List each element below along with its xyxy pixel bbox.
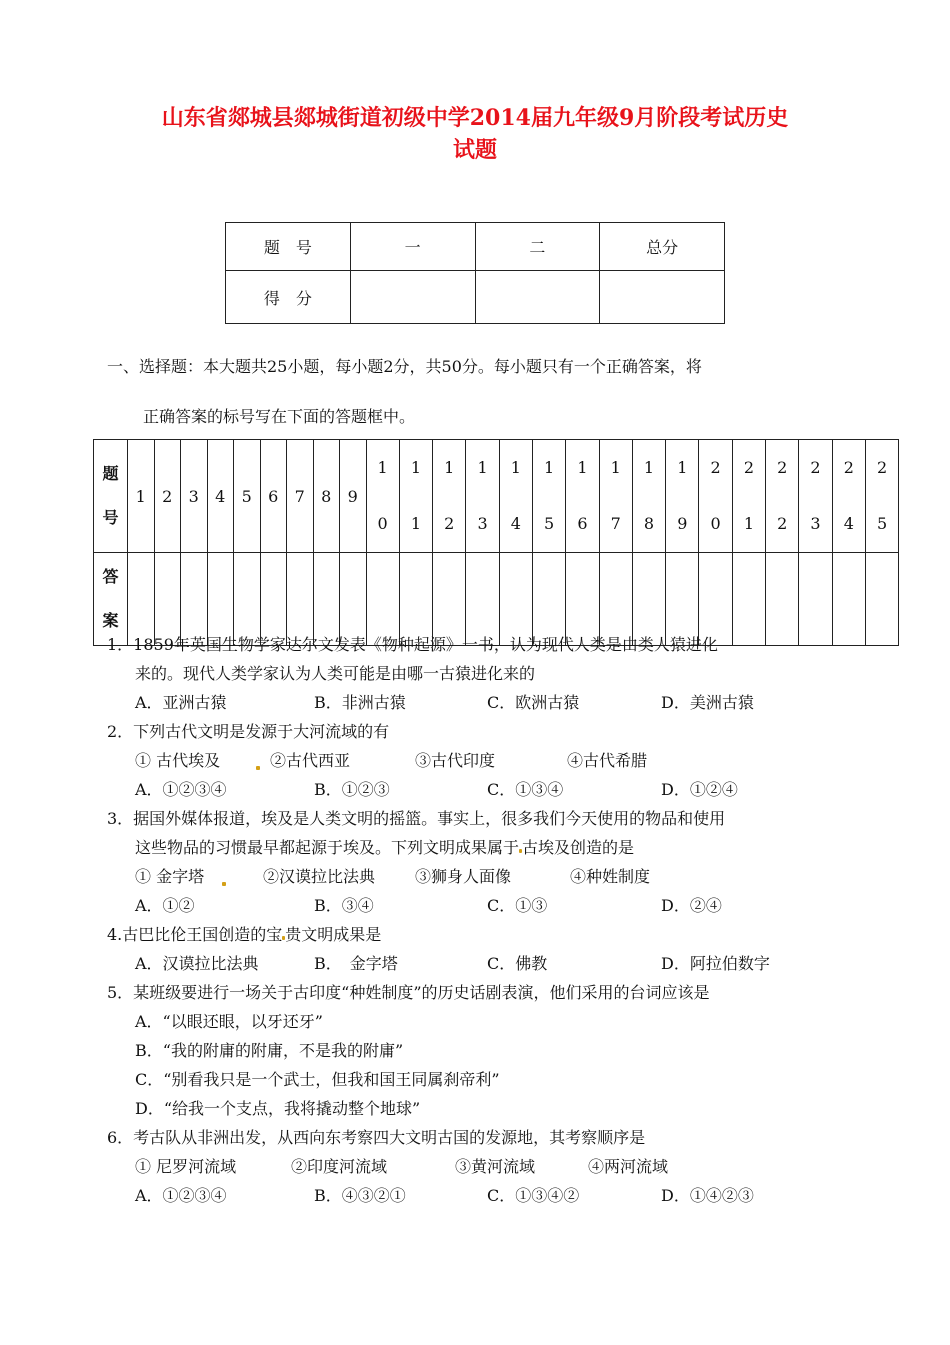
answer-input-cell[interactable] (154, 553, 181, 646)
answer-number-cell (366, 440, 399, 553)
answer-input-cell[interactable] (499, 553, 532, 646)
answer-number-cell (832, 440, 865, 553)
answer-number-label: 18 (643, 458, 655, 533)
answer-number-label: 12 (444, 458, 455, 533)
answer-number-label: 23 (810, 458, 821, 533)
answer-input-cell[interactable] (799, 553, 832, 646)
answer-number-label: 21 (743, 458, 754, 533)
question-3-item-3: ③狮身人面像 (415, 867, 512, 886)
answer-number-cell (799, 440, 832, 553)
answer-number-cell (399, 440, 432, 553)
exam-title-line1: 山东省郯城县郯城街道初级中学2014届九年级9月阶段考试历史 (161, 105, 789, 131)
answer-input-cell[interactable] (466, 553, 499, 646)
answer-number-cell (207, 440, 234, 553)
question-3-item-4: ④种姓制度 (570, 867, 651, 886)
question-5-line1: 5．某班级要进行一场关于古印度“种姓制度”的历史话剧表演，他们采用的台词应该是 (107, 983, 710, 1002)
header-question-label: 题号 (102, 464, 119, 527)
question-5-option-d[interactable]: D．“给我一个支点，我将撬动整个地球” (135, 1099, 421, 1118)
question-6-item-1: ① 尼罗河流域 (135, 1157, 237, 1176)
orange-mark-icon (222, 882, 226, 886)
question-6-item-2: ②印度河流域 (291, 1157, 388, 1176)
answer-number-cell (260, 440, 287, 553)
answer-number-cell (599, 440, 632, 553)
question-5-option-c[interactable]: C．“别看我只是一个武士，但我和国王同属刹帝利” (135, 1070, 500, 1089)
answer-number-cell (699, 440, 732, 553)
answer-input-cell[interactable] (313, 553, 340, 646)
answer-table-answer-row (94, 553, 899, 646)
question-3-line1: 3．据国外媒体报道，埃及是人类文明的摇篮。事实上，很多我们今天使用的物品和使用 (107, 809, 726, 828)
question-3-option-a[interactable]: A．①② (135, 896, 195, 915)
question-3-item-2: ②汉谟拉比法典 (263, 867, 376, 886)
question-4-option-c[interactable]: C．佛教 (487, 954, 548, 973)
question-1-line1: 1．1859年英国生物学家达尔文发表《物种起源》一书，认为现代人类是由类人猿进化 (107, 635, 718, 654)
question-6-line1: 6．考古队从非洲出发，从西向东考察四大文明古国的发源地，其考察顺序是 (107, 1128, 646, 1147)
answer-number-label: 3 (188, 486, 199, 506)
answer-number-cell (128, 440, 155, 553)
answer-number-label: 20 (710, 458, 721, 533)
answer-input-cell[interactable] (287, 553, 314, 646)
answer-number-label: 7 (294, 486, 305, 506)
score-input-cell[interactable] (475, 271, 600, 324)
answer-input-cell[interactable] (766, 553, 799, 646)
score-table-header-row (226, 223, 725, 271)
question-3-option-c[interactable]: C．①③ (487, 896, 548, 915)
section1-instruction-line2: 正确答案的标号写在下面的答题框中。 (143, 407, 416, 426)
answer-number-cell (566, 440, 599, 553)
question-1-option-d[interactable]: D．美洲古猿 (661, 693, 754, 712)
answer-number-label: 11 (410, 458, 422, 533)
answer-input-cell[interactable] (599, 553, 632, 646)
answer-input-cell[interactable] (234, 553, 261, 646)
answer-number-label: 4 (215, 486, 226, 506)
question-3-item-1: ① 金字塔 (135, 867, 205, 886)
question-1-option-a[interactable]: A．亚洲古猿 (135, 693, 227, 712)
answer-number-cell (313, 440, 340, 553)
answer-number-label: 10 (377, 458, 388, 533)
answer-input-cell[interactable] (260, 553, 287, 646)
answer-number-cell (433, 440, 466, 553)
answer-number-cell (340, 440, 367, 553)
question-2-option-b[interactable]: B．①②③ (314, 780, 390, 799)
answer-number-cell (865, 440, 898, 553)
answer-number-cell (234, 440, 261, 553)
answer-number-cell (766, 440, 799, 553)
question-6-option-d[interactable]: D．①④②③ (661, 1186, 754, 1205)
question-4-option-a[interactable]: A．汉谟拉比法典 (135, 954, 259, 973)
answer-input-cell[interactable] (699, 553, 732, 646)
answer-input-cell[interactable] (732, 553, 765, 646)
question-6-option-b[interactable]: B．④③②① (314, 1186, 406, 1205)
question-4-option-b[interactable]: B． 金字塔 (314, 954, 398, 973)
score-cell: 总分 (600, 223, 725, 271)
answer-input-cell[interactable] (181, 553, 208, 646)
question-6-item-3: ③黄河流域 (455, 1157, 536, 1176)
answer-number-label: 9 (347, 486, 358, 506)
question-1-option-c[interactable]: C．欧洲古猿 (487, 693, 580, 712)
answer-number-label: 22 (777, 458, 788, 533)
answer-input-cell[interactable] (532, 553, 565, 646)
answer-table-header-answer (94, 553, 128, 646)
answer-input-cell[interactable] (566, 553, 599, 646)
question-2-option-d[interactable]: D．①②④ (661, 780, 738, 799)
answer-number-cell (181, 440, 208, 553)
answer-table-number-row (94, 440, 899, 553)
question-4-option-d[interactable]: D．阿拉伯数字 (661, 954, 770, 973)
answer-input-cell[interactable] (399, 553, 432, 646)
answer-input-cell[interactable] (207, 553, 234, 646)
answer-number-label: 5 (241, 486, 252, 506)
answer-number-label: 6 (268, 486, 279, 506)
score-cell: 题 号 (226, 223, 351, 271)
answer-number-label: 13 (477, 458, 488, 533)
question-4-line1-part1: 4.古巴比伦王国创造的宝 (107, 925, 283, 944)
answer-table-header-question (94, 440, 128, 553)
question-3-line2-part2: 古埃及创造的是 (522, 838, 635, 857)
answer-number-label: 15 (544, 458, 555, 533)
question-6-option-a[interactable]: A．①②③④ (135, 1186, 227, 1205)
exam-title-line2: 试题 (452, 137, 497, 163)
answer-input-cell[interactable] (433, 553, 466, 646)
score-table (225, 222, 725, 324)
question-4-line1 (107, 923, 381, 947)
question-2-item-2: ②古代西亚 (270, 751, 351, 770)
answer-number-cell (632, 440, 665, 553)
answer-number-cell (499, 440, 532, 553)
answer-number-cell (466, 440, 499, 553)
answer-input-cell[interactable] (340, 553, 367, 646)
question-6-item-4: ④两河流域 (588, 1157, 669, 1176)
orange-mark-icon (256, 766, 260, 770)
question-3-line2 (135, 836, 634, 860)
answer-input-cell[interactable] (632, 553, 665, 646)
score-input-cell[interactable] (350, 271, 475, 324)
question-1-option-b[interactable]: B．非洲古猿 (314, 693, 406, 712)
question-2-item-4: ④古代希腊 (567, 751, 648, 770)
answer-input-cell[interactable] (366, 553, 399, 646)
answer-number-label: 8 (321, 486, 332, 506)
question-2-item-1: ① 古代埃及 (135, 751, 221, 770)
answer-input-cell[interactable] (865, 553, 898, 646)
question-1-line2: 来的。现代人类学家认为人类可能是由哪一古猿进化来的 (135, 664, 536, 683)
score-table-value-row (226, 271, 725, 324)
answer-number-label: 1 (135, 486, 146, 506)
question-2-line1: 2．下列古代文明是发源于大河流域的有 (107, 722, 390, 741)
question-3-option-b[interactable]: B．③④ (314, 896, 374, 915)
score-cell: 得 分 (226, 271, 351, 324)
answer-number-cell (287, 440, 314, 553)
section1-instruction-line1: 一、选择题：本大题共25小题，每小题2分，共50分。每小题只有一个正确答案，将 (107, 357, 702, 376)
answer-number-label: 17 (610, 458, 621, 533)
answer-input-cell[interactable] (666, 553, 699, 646)
answer-input-cell[interactable] (832, 553, 865, 646)
answer-number-cell (732, 440, 765, 553)
question-3-line2-part1: 这些物品的习惯最早都起源于埃及。下列文明成果属于 (135, 838, 520, 857)
question-5-option-b[interactable]: B．“我的附庸的附庸，不是我的附庸” (135, 1041, 404, 1060)
score-cell: 二 (475, 223, 600, 271)
answer-number-label: 19 (677, 458, 688, 533)
question-2-option-a[interactable]: A．①②③④ (135, 780, 227, 799)
answer-table (93, 439, 899, 646)
answer-number-label: 2 (162, 486, 173, 506)
question-3-option-d[interactable]: D．②④ (661, 896, 722, 915)
answer-number-label: 25 (877, 458, 888, 533)
answer-input-cell[interactable] (128, 553, 155, 646)
score-input-cell[interactable] (600, 271, 725, 324)
score-cell: 一 (350, 223, 475, 271)
answer-number-label: 14 (510, 458, 521, 533)
question-2-item-3: ③古代印度 (415, 751, 496, 770)
answer-number-label: 24 (843, 458, 854, 533)
answer-number-cell (666, 440, 699, 553)
question-6-option-c[interactable]: C．①③④② (487, 1186, 580, 1205)
question-2-option-c[interactable]: C．①③④ (487, 780, 564, 799)
header-answer-label: 答案 (102, 567, 119, 630)
question-5-option-a[interactable]: A．“以眼还眼，以牙还牙” (135, 1012, 323, 1031)
question-4-line1-part2: 贵文明成果是 (285, 925, 382, 944)
answer-number-cell (154, 440, 181, 553)
answer-number-cell (532, 440, 565, 553)
answer-number-label: 16 (577, 458, 588, 533)
